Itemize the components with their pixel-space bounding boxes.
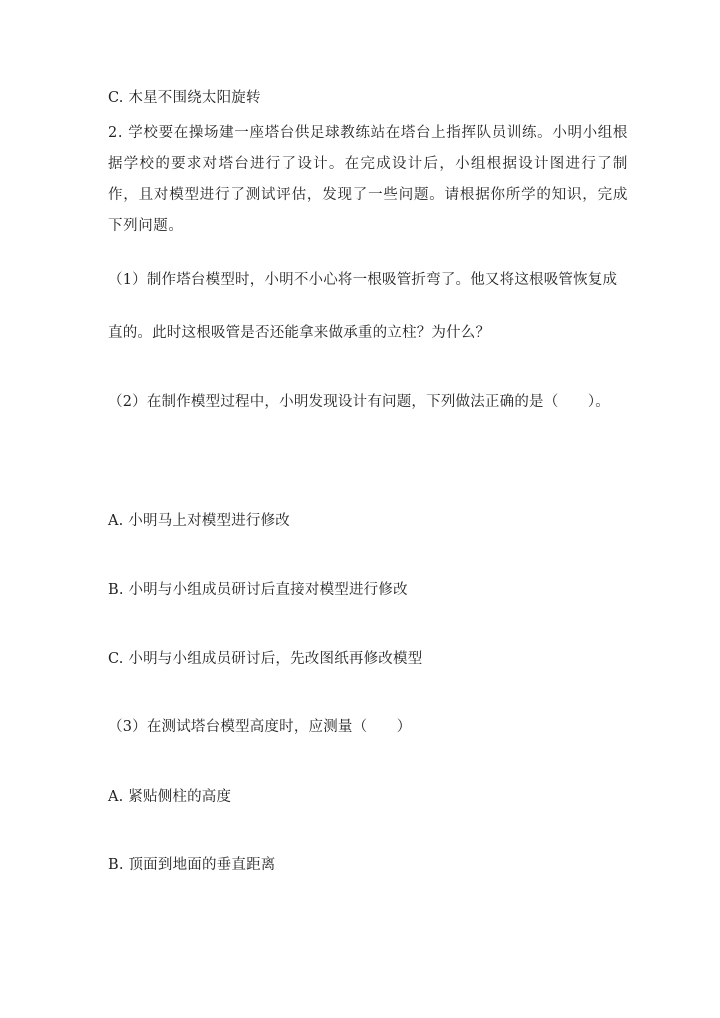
sub-question-1-line-1: （1）制作塔台模型时，小明不小心将一根吸管折弯了。他又将这根吸管恢复成 (108, 272, 618, 288)
previous-option-c: C. 木星不围绕太阳旋转 (108, 90, 261, 106)
sub-question-2-option-a: A. 小明马上对模型进行修改 (108, 513, 290, 529)
sub-question-1-line-2: 直的。此时这根吸管是否还能拿来做承重的立柱？为什么？ (108, 325, 491, 341)
question-2-intro: 2. 学校要在操场建一座塔台供足球教练站在塔台上指挥队员训练。小明小组根据学校的要求对塔台进行了设计。在完成设计后，小组根据设计图进行了制作，且对模型进行了测试评估，发现了一些问题。请根据你所学的知识，完成下列问题。 (108, 125, 628, 234)
sub-question-3: （3）在测试塔台模型高度时，应测量（ ） (108, 719, 412, 735)
sub-question-3-option-a: A. 紧贴侧柱的高度 (108, 789, 232, 805)
sub-question-2-option-b: B. 小明与小组成员研讨后直接对模型进行修改 (108, 582, 408, 598)
sub-question-2-option-c: C. 小明与小组成员研讨后，先改图纸再修改模型 (108, 651, 423, 667)
sub-question-3-option-b: B. 顶面到地面的垂直距离 (108, 857, 276, 873)
sub-question-2: （2）在制作模型过程中，小明发现设计有问题，下列做法正确的是（ ）。 (108, 394, 610, 410)
